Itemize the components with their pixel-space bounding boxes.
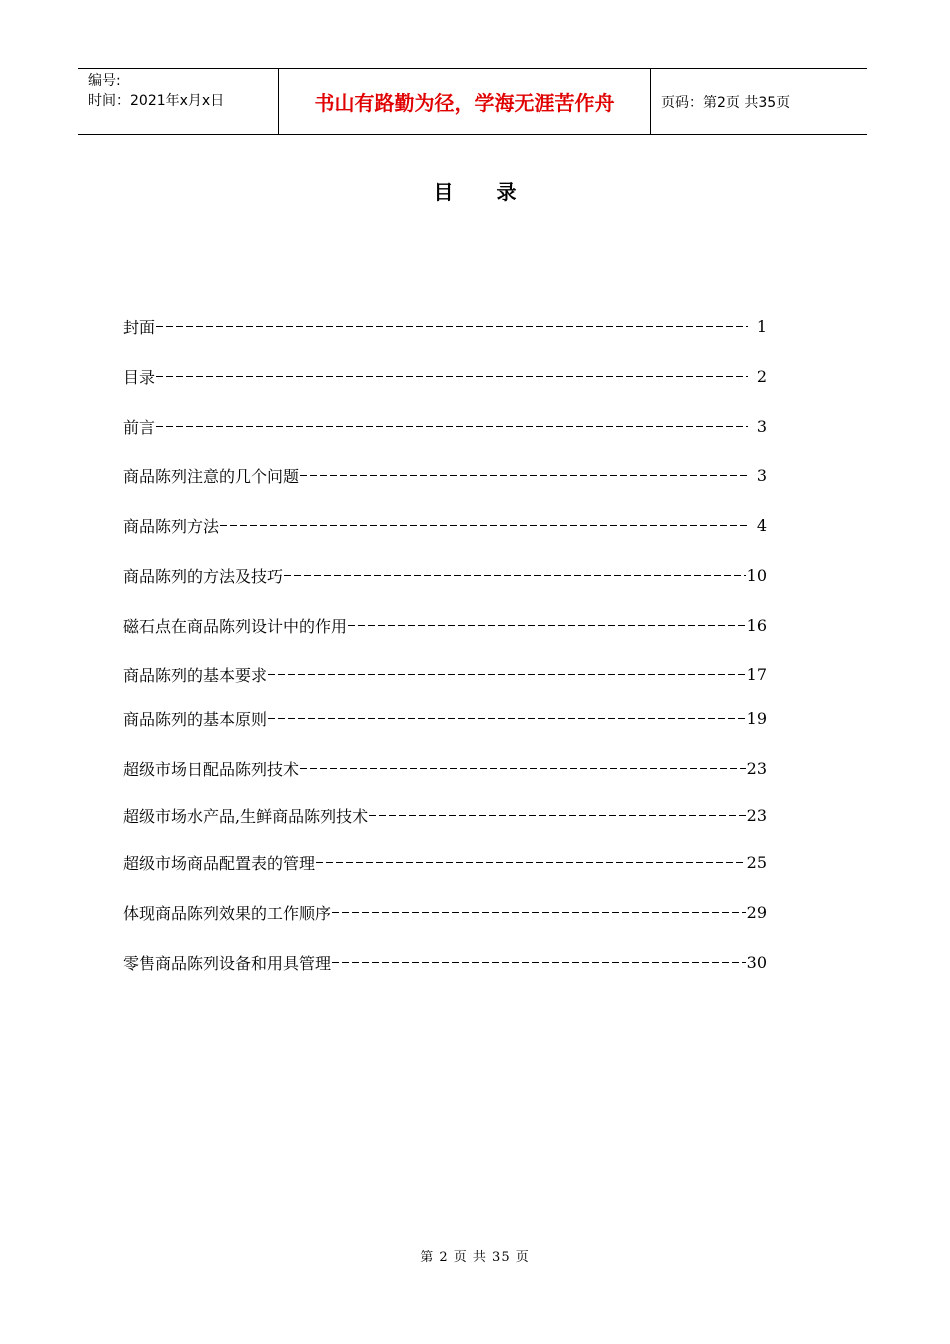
- toc-entry[interactable]: [123, 901, 767, 923]
- toc-leader: [316, 862, 746, 863]
- toc-entry-label: 超级市场商品配置表的管理: [123, 853, 316, 873]
- toc-leader: [268, 674, 746, 675]
- toc-entry[interactable]: [123, 464, 767, 486]
- toc-entry-page: 17: [746, 664, 767, 684]
- toc-leader: [268, 718, 746, 719]
- toc-entry-label: 商品陈列方法: [123, 516, 220, 536]
- toc-entry-label: 磁石点在商品陈列设计中的作用: [123, 616, 348, 636]
- toc-entry[interactable]: [123, 951, 767, 973]
- toc-entry-page: 4: [756, 515, 767, 535]
- toc-entry-label: 商品陈列的方法及技巧: [123, 566, 284, 586]
- toc-entry-label: 封面: [123, 317, 156, 337]
- toc-entry-page: 30: [746, 952, 767, 972]
- toc-entry-page: 29: [746, 902, 767, 922]
- toc-leader: [300, 475, 748, 476]
- page-footer: 第 2 页 共 35 页: [420, 1250, 530, 1265]
- toc-entry[interactable]: [123, 851, 767, 873]
- toc-entry-label: 超级市场日配品陈列技术: [123, 759, 300, 779]
- toc-entry-label: 商品陈列的基本原则: [123, 709, 268, 729]
- toc-entry-page: 19: [746, 708, 767, 728]
- toc-entry-label: 前言: [123, 417, 156, 437]
- toc-entry[interactable]: [123, 514, 767, 536]
- toc-leader: [332, 962, 746, 963]
- toc-entry-page: 3: [756, 416, 767, 436]
- toc-leader: [156, 326, 748, 327]
- toc-entry-page: 25: [746, 852, 767, 872]
- toc-entry[interactable]: [123, 315, 767, 337]
- toc-entry-page: 3: [756, 465, 767, 485]
- toc-entry-label: 超级市场水产品,生鲜商品陈列技术: [123, 806, 369, 826]
- toc-leader: [156, 426, 748, 427]
- toc-entry-page: 16: [746, 615, 767, 635]
- toc-leader: [300, 768, 746, 769]
- toc-entry[interactable]: [123, 564, 767, 586]
- header-page-info: 页码：第2页 共35页: [661, 94, 791, 111]
- toc-entry-label: 目录: [123, 367, 156, 387]
- toc-entry[interactable]: [123, 707, 767, 729]
- toc-entry[interactable]: [123, 663, 767, 685]
- document-number-label: 编号:: [88, 73, 121, 89]
- toc-entry-label: 零售商品陈列设备和用具管理: [123, 953, 332, 973]
- toc-leader: [284, 575, 746, 576]
- toc-entry-page: 10: [746, 565, 767, 585]
- toc-entry-page: 23: [746, 805, 767, 825]
- toc-leader: [220, 525, 748, 526]
- toc-entry[interactable]: [123, 804, 767, 826]
- toc-entry-label: 商品陈列的基本要求: [123, 665, 268, 685]
- toc-leader: [156, 376, 748, 377]
- toc-entry[interactable]: [123, 614, 767, 636]
- toc-entry-label: 体现商品陈列效果的工作顺序: [123, 903, 332, 923]
- toc-entry-label: 商品陈列注意的几个问题: [123, 466, 300, 486]
- page-title: 目 录: [433, 180, 535, 204]
- header-page-cell: [651, 69, 867, 134]
- header-meta-cell: [78, 69, 279, 134]
- toc-entry-page: 1: [756, 316, 767, 336]
- toc-entry-page: 23: [746, 758, 767, 778]
- toc-entry[interactable]: [123, 365, 767, 387]
- toc-leader: [369, 815, 746, 816]
- document-time-label: 时间：2021年x月x日: [88, 93, 225, 109]
- header-motto-cell: [279, 69, 651, 134]
- toc-entry[interactable]: [123, 415, 767, 437]
- document-header: [78, 68, 867, 135]
- toc-entry[interactable]: [123, 757, 767, 779]
- toc-leader: [332, 912, 746, 913]
- header-motto: 书山有路勤为径，学海无涯苦作舟: [314, 91, 615, 115]
- toc-entry-page: 2: [756, 366, 767, 386]
- toc-leader: [348, 625, 746, 626]
